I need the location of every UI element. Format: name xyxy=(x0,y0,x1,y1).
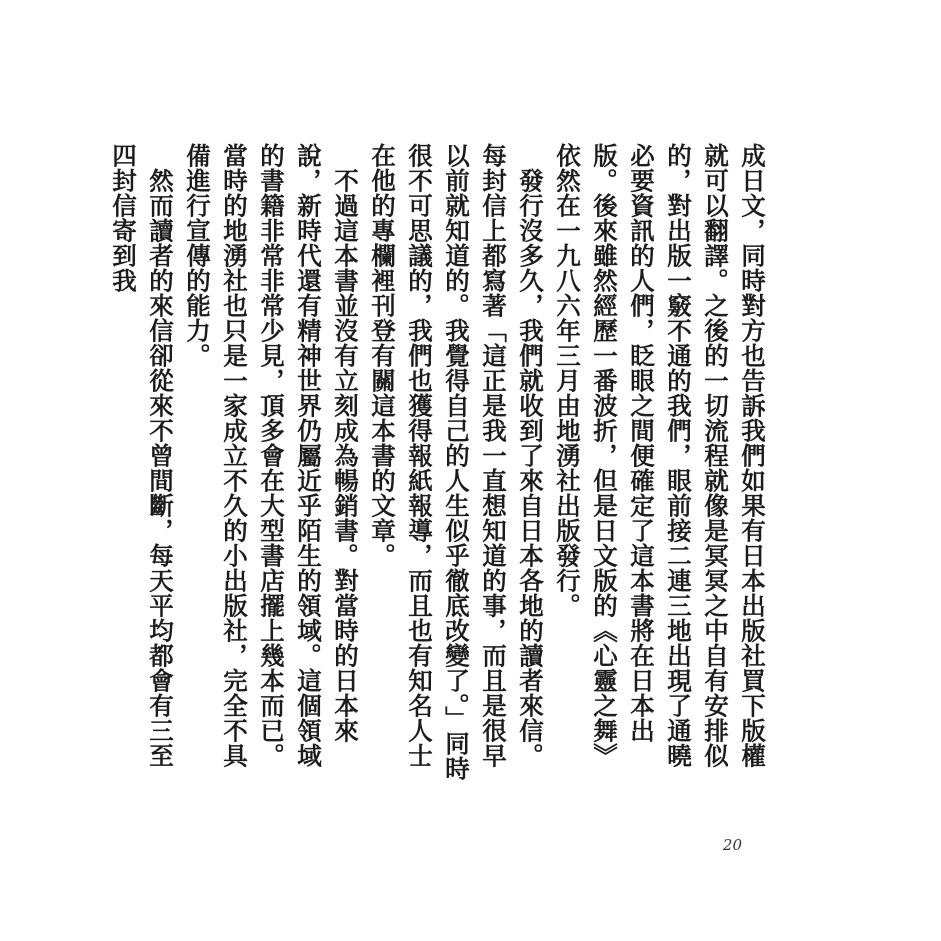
paragraph-3: 不過這本書並沒有立刻成為暢銷書。對當時的日本來說，新時代還有精神世界仍屬近乎陌生的領域。這個領域的書籍非常非常少見，頂多會在大型書店擺上幾本而已。當時的地湧社也只是一家成立不久的小出版社，完全不具備進行宣傳的能力。 xyxy=(183,143,360,768)
paragraph-1: 成日文，同時對方也告訴我們如果有日本出版社買下版權就可以翻譯。之後的一切流程就像是冥冥之中自有安排似的，對出版一竅不通的我們，眼前接二連三地出現了通曉必要資訊的人們，眨眼之間便確定了這本書將在日本出版。後來雖然經歷一番波折，但是日文版的《心靈之舞》依然在一九八六年三月由地湧社出版發行。 xyxy=(553,143,767,768)
paragraph-2: 發行沒多久，我們就收到了來自日本各地的讀者來信。每封信上都寫著「這正是我一直想知道的事，而且是很早以前就知道的。我覺得自己的人生似乎徹底改變了。」同時很不可思議的，我們也獲得報紙報導，而且也有知名人士在他的專欄裡刊登有關這本書的文章。 xyxy=(368,143,545,781)
vertical-text-block xyxy=(109,143,771,783)
paragraph-4: 然而讀者的來信卻從來不曾間斷，每天平均都會有三至四封信寄到我 xyxy=(109,143,175,768)
page-number: 20 xyxy=(722,836,742,854)
